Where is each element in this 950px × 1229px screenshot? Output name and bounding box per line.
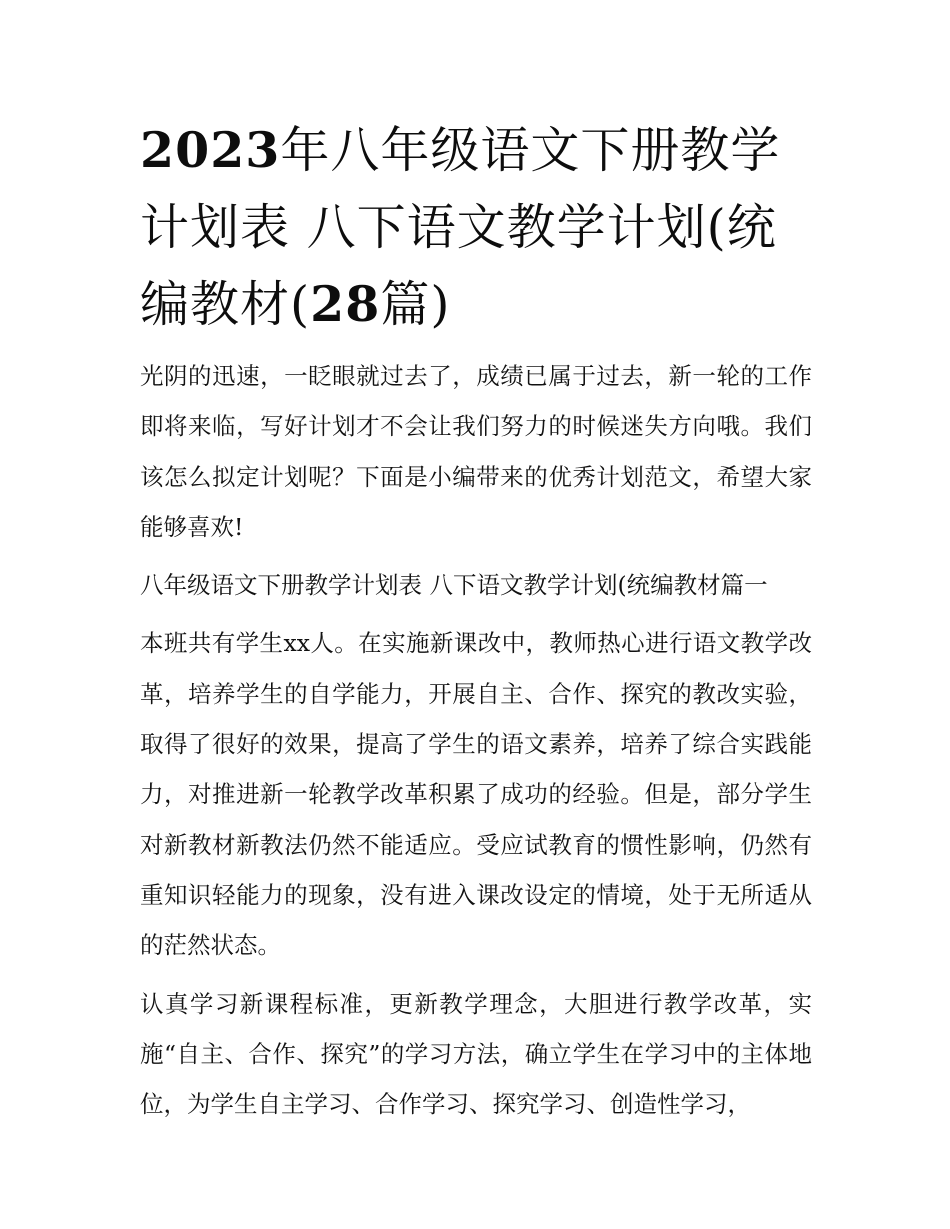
intro-paragraph: 光阴的迅速，一眨眼就过去了，成绩已属于过去，新一轮的工作即将来临，写好计划才不会让我们努力的时候迷失方向哦。我们该怎么拟定计划呢？下面是小编带来的优秀计划范文，希望大家能够喜欢! bbox=[140, 362, 812, 541]
title-count: 28 bbox=[310, 275, 381, 333]
title-text: 年八年级语文下册教学计划表 八下语文教学计划(统编教材( bbox=[140, 122, 781, 333]
section-heading: 八年级语文下册教学计划表 八下语文教学计划(统编教材篇一 bbox=[140, 571, 768, 600]
document-title bbox=[140, 112, 812, 343]
title-year: 2023 bbox=[140, 121, 281, 179]
document-page bbox=[140, 112, 812, 1137]
teaching-goal-paragraph: 认真学习新课程标准，更新教学理念，大胆进行教学改革，实施“自主、合作、探究”的学习方法，确立学生在学习中的主体地位，为学生自主学习、合作学习、探究学习、创造性学习， bbox=[140, 989, 812, 1119]
title-end: 篇) bbox=[380, 276, 451, 333]
class-situation-paragraph: 本班共有学生xx人。在实施新课改中，教师热心进行语文教学改革，培养学生的自学能力，开展自主、合作、探究的教改实验，取得了很好的效果，提高了学生的语文素养，培养了综合实践能力，对推进新一轮教学改革积累了成功的经验。但是，部分学生对新教材新教法仍然不能适应。受应试教育的惯性影响，仍然有重知识轻能力的现象，没有进入课改设定的情境，处于无所适从的茫然状态。 bbox=[140, 629, 812, 960]
document-body bbox=[140, 351, 812, 1129]
